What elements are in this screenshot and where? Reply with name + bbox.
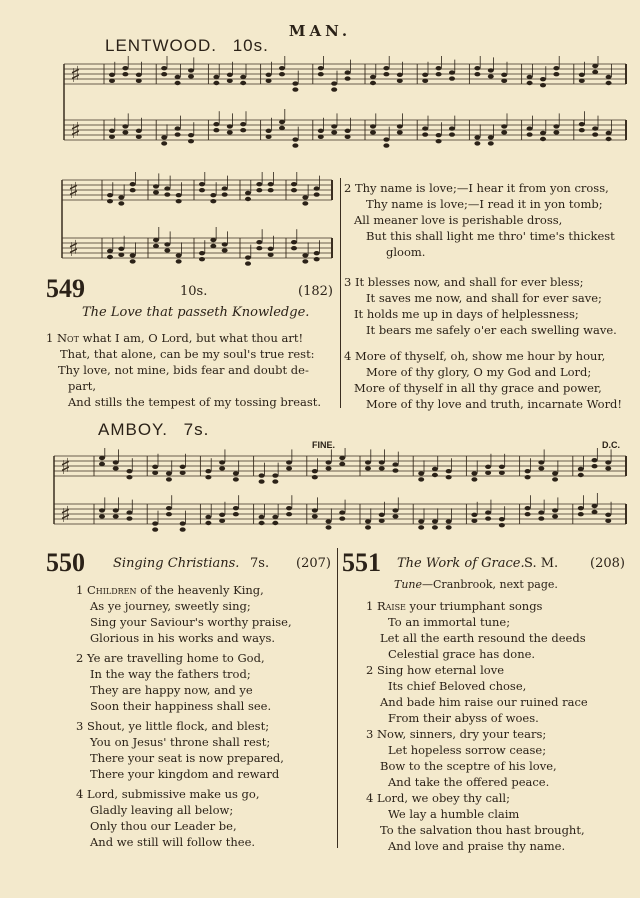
hymn-title: The Work of Grace.: [397, 556, 525, 571]
verse-line: More of thy love and truth, incarnate Word!: [366, 397, 623, 411]
hymn-number: 549: [46, 274, 85, 303]
verse-line: That, that alone, can be my soul's true rest:: [60, 347, 315, 361]
verse-block: [366, 790, 585, 854]
hymn-ref: (208): [590, 556, 625, 571]
svg-text:♯: ♯: [68, 179, 79, 204]
verse-line: Its chief Beloved chose,: [388, 679, 527, 693]
tune-note-name: Cranbrook: [433, 578, 493, 591]
hymn-title: Singing Christians.: [113, 556, 240, 571]
hymn-number: 551: [342, 548, 381, 577]
verse-block: [366, 726, 557, 790]
verse-line: We lay a humble claim: [388, 807, 520, 821]
verse-number: 2: [366, 663, 374, 677]
tune-title-amboy: [98, 420, 209, 440]
verse-line: Thy love, not mine, bids fear and doubt de-: [58, 363, 309, 377]
verse-line: part,: [68, 379, 96, 393]
verse-line: Soon their happiness shall see.: [90, 699, 272, 713]
verse-line: what I am, O Lord, but what thou art!: [78, 331, 304, 345]
tune-note: [394, 578, 558, 591]
verse-number: 1: [366, 599, 374, 613]
verse-number: 3: [366, 727, 374, 741]
verse-line: It saves me now, and shall for ever save;: [366, 291, 602, 305]
verse-number: 1: [76, 583, 84, 597]
verse-number: 4: [366, 791, 374, 805]
verse-line: More of thyself in all thy grace and power,: [354, 381, 602, 395]
hymn-title: The Love that passeth Knowledge.: [82, 305, 310, 320]
verse-number: 2: [76, 651, 84, 665]
column-divider: [340, 178, 341, 408]
music-score-lentwood-top: [60, 56, 630, 166]
verse-number: 1: [46, 331, 54, 345]
hymn-meter: 10s.: [180, 284, 208, 299]
verse-line: Bow to the sceptre of his love,: [380, 759, 557, 773]
verse-line: Let hopeless sorrow cease;: [388, 743, 547, 757]
hymn-number: 550: [46, 548, 85, 577]
verse-line: Celestial grace has done.: [388, 647, 536, 661]
svg-text:♯: ♯: [70, 119, 81, 144]
verse-number: 4: [344, 349, 352, 363]
verse-line: Let all the earth resound the deeds: [380, 631, 586, 645]
music-score-amboy: [50, 448, 630, 544]
music-score-lentwood-bottom: [58, 172, 336, 276]
verse-lead: Not: [56, 331, 79, 345]
verse-line: And bade him raise our ruined race: [380, 695, 588, 709]
verse-block: [76, 786, 260, 850]
hymn-ref: (207): [296, 556, 331, 571]
verse-number: 2: [344, 181, 352, 195]
verse-line: To an immortal tune;: [388, 615, 511, 629]
verse-block: [76, 582, 292, 646]
verse-line: In the way the fathers trod;: [90, 667, 251, 681]
tune-title-lentwood: [105, 36, 269, 56]
verse-line: Shout, ye little flock, and blest;: [86, 719, 270, 733]
svg-text:♯: ♯: [60, 455, 71, 480]
page-header: MAN.: [288, 22, 352, 40]
verse-lead: Children: [86, 583, 137, 597]
verse-block: [366, 662, 588, 726]
tune-meter: 7s.: [183, 420, 210, 439]
verse-line: Thy name is love;—I hear it from yon cross,: [354, 181, 609, 195]
verse-number: 3: [344, 275, 352, 289]
verse-number: 4: [76, 787, 84, 801]
verse-line: More of thyself, oh, show me hour by hour,: [354, 349, 606, 363]
verse-line: There your seat is now prepared,: [90, 751, 284, 765]
verse-line: More of thy glory, O my God and Lord;: [366, 365, 592, 379]
verse-line: And we still will follow thee.: [90, 835, 256, 849]
verse-line: And take the offered peace.: [388, 775, 550, 789]
verse-line: To the salvation thou hast brought,: [380, 823, 585, 837]
hymn-ref: (182): [298, 284, 333, 299]
verse-line: And stills the tempest of my tossing breast.: [68, 395, 322, 409]
verse-number: 3: [76, 719, 84, 733]
fine-mark: FINE.: [312, 440, 336, 450]
svg-text:♯: ♯: [68, 237, 79, 262]
tune-name: LENTWOOD.: [105, 36, 217, 55]
tune-name: AMBOY.: [98, 420, 168, 439]
verse-line: Lord, submissive make us go,: [86, 787, 260, 801]
verse-block: [344, 180, 615, 260]
dc-mark: D.C.: [602, 440, 620, 450]
verse-block: [46, 330, 321, 410]
svg-text:♯: ♯: [60, 503, 71, 528]
verse-line: But this shall light me thro' time's thickest: [366, 229, 615, 243]
verse-line: Sing how eternal love: [376, 663, 505, 677]
verse-block: [366, 598, 586, 662]
verse-line: your triumphant songs: [405, 599, 543, 613]
tune-note-prefix: Tune—: [394, 578, 434, 591]
verse-block: [344, 348, 622, 412]
verse-line: Only thou our Leader be,: [90, 819, 237, 833]
verse-block: [344, 274, 617, 338]
verse-line: Thy name is love;—I read it in yon tomb;: [366, 197, 603, 211]
verse-line: As ye journey, sweetly sing;: [90, 599, 251, 613]
verse-line: Now, sinners, dry your tears;: [376, 727, 547, 741]
hymn-meter: S. M.: [524, 556, 559, 571]
verse-line: Sing your Saviour's worthy praise,: [90, 615, 292, 629]
verse-line: Ye are travelling home to God,: [86, 651, 265, 665]
verse-line: It blesses now, and shall for ever bless;: [354, 275, 584, 289]
svg-text:♯: ♯: [70, 63, 81, 88]
verse-block: [76, 718, 284, 782]
verse-line: Lord, we obey thy call;: [376, 791, 510, 805]
verse-line: It holds me up in days of helplessness;: [354, 307, 579, 321]
verse-line: Gladly leaving all below;: [90, 803, 234, 817]
tune-meter: 10s.: [232, 36, 269, 55]
verse-line: They are happy now, and ye: [90, 683, 253, 697]
verse-line: of the heavenly King,: [136, 583, 264, 597]
verse-line: All meaner love is perishable dross,: [354, 213, 563, 227]
verse-line: It bears me safely o'er each swelling wave.: [366, 323, 617, 337]
column-divider: [337, 548, 338, 848]
verse-line: gloom.: [386, 245, 426, 259]
verse-lead: Raise: [376, 599, 406, 613]
verse-line: You on Jesus' throne shall rest;: [90, 735, 271, 749]
verse-line: There your kingdom and reward: [90, 767, 280, 781]
verse-line: Glorious in his works and ways.: [90, 631, 276, 645]
verse-line: And love and praise thy name.: [388, 839, 566, 853]
verse-block: [76, 650, 271, 714]
verse-line: From their abyss of woes.: [388, 711, 539, 725]
tune-note-suffix: , next page.: [492, 578, 558, 591]
hymn-meter: 7s.: [250, 556, 270, 571]
